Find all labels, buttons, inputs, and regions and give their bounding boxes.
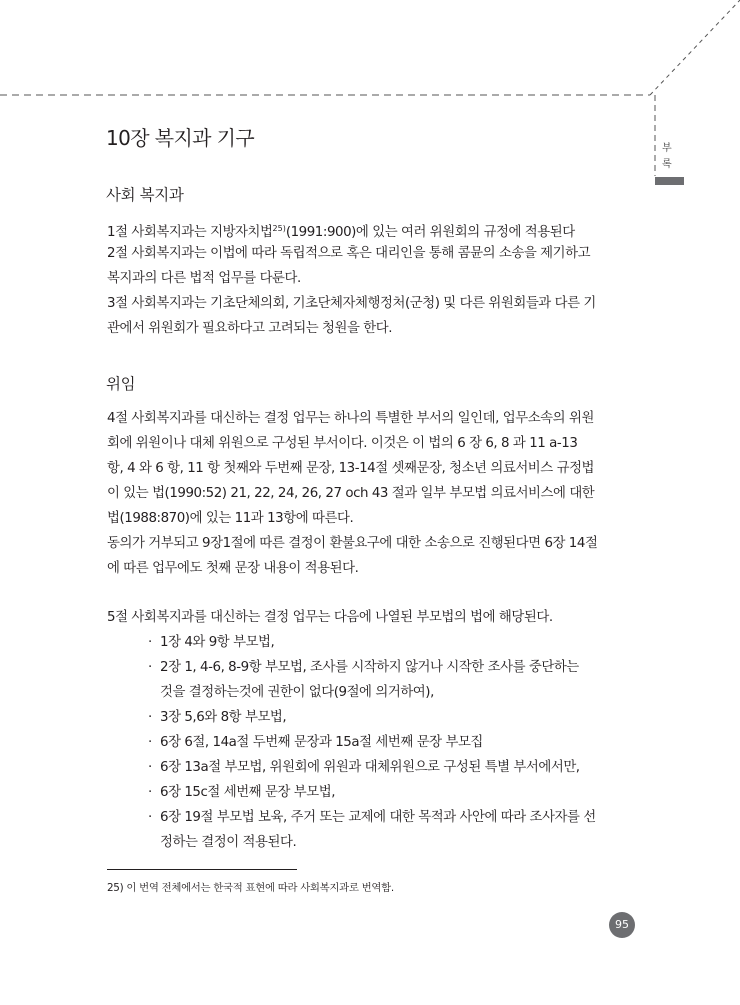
paragraph-line: 법(1988:870)에 있는 11과 13항에 따른다. [107, 511, 354, 526]
paragraph-line: 3절 사회복지과는 기초단체의회, 기초단체자체행정처(군청) 및 다른 위원회들과 다른 기 [107, 296, 596, 311]
list-item: · 6장 19절 부모법 보육, 주거 또는 교제에 대한 목적과 사안에 따라 조사자를 선 [148, 810, 596, 825]
list-item: · 1장 4와 9항 부모법, [148, 635, 275, 650]
bullet-dot: · [148, 810, 152, 825]
footnote-divider [107, 869, 297, 870]
list-item-continuation: 것을 결정하는것에 권한이 없다(9절에 의거하여), [160, 685, 434, 700]
side-tab-char2: 록 [662, 159, 672, 170]
paragraph-line: 4절 사회복지과를 대신하는 결정 업무는 하나의 특별한 부서의 일인데, 업무소속의 위원 [107, 411, 594, 426]
footnote-ref: 25) [272, 224, 286, 233]
list-item: · 6장 6절, 14a절 두번째 문장과 15a절 세번째 문장 부모집 [148, 735, 483, 750]
section-heading-delegation: 위임 [106, 375, 136, 393]
paragraph-line: 1절 사회복지과는 지방자치법$^{25)}$(1991:900)에 있는 여러 위원회의 규정에 적용된다 [107, 224, 575, 240]
bullet-dot: · [148, 635, 152, 650]
bullet-dot: · [148, 785, 152, 800]
list-item: · 3장 5,6와 8항 부모법, [148, 710, 287, 725]
page-number: 95 [609, 912, 635, 938]
paragraph-line: 항, 4 와 6 항, 11 항 첫째와 두번째 문장, 13-14절 셋째문장, 청소년 의료서비스 규정법 [107, 461, 595, 476]
paragraph-line: 5절 사회복지과를 대신하는 결정 업무는 다음에 나열된 부모법의 법에 해당된다. [107, 610, 553, 625]
list-item: · 2장 1, 4-6, 8-9항 부모법, 조사를 시작하지 않거나 시작한 조사를 중단하는 [148, 660, 579, 675]
paragraph-line: 에 따른 업무에도 첫째 문장 내용이 적용된다. [107, 561, 359, 576]
list-item-continuation: 정하는 결정이 적용된다. [160, 835, 297, 850]
footnote: 25) 이 번역 전체에서는 한국적 표현에 따라 사회복지과로 번역함. [107, 882, 394, 894]
paragraph-line: 복지과의 다른 법적 업무를 다룬다. [107, 271, 301, 286]
corner-diagonal-line [650, 0, 740, 95]
chapter-title: 10장 복지과 기구 [106, 126, 255, 150]
bullet-dot: · [148, 760, 152, 775]
side-tab-char1: 부 [662, 143, 672, 154]
bullet-dot: · [148, 735, 152, 750]
bullet-dot: · [148, 660, 152, 675]
side-tab-bar [655, 177, 684, 185]
paragraph-line: 2절 사회복지과는 이법에 따라 독립적으로 혹은 대리인을 통해 콤뮨의 소송을 제기하고 [107, 246, 591, 261]
bullet-dot: · [148, 710, 152, 725]
paragraph-line: 관에서 위원회가 필요하다고 고려되는 청원을 한다. [107, 321, 393, 336]
section-heading-social-welfare: 사회 복지과 [106, 186, 184, 204]
paragraph-line: 동의가 거부되고 9장1절에 따른 결정이 환불요구에 대한 소송으로 진행된다면 6장 14절 [107, 536, 598, 551]
list-item: · 6장 13a절 부모법, 위원회에 위원과 대체위원으로 구성된 특별 부서에서만, [148, 760, 580, 775]
list-item: · 6장 15c절 세번째 문장 부모법, [148, 785, 336, 800]
paragraph-line: 회에 위원이나 대체 위원으로 구성된 부서이다. 이것은 이 법의 6 장 6, 8 과 11 a-13 [107, 436, 578, 451]
paragraph-line: 이 있는 법(1990:52) 21, 22, 24, 26, 27 och 43 절과 일부 부모법 의료서비스에 대한 [107, 486, 595, 501]
